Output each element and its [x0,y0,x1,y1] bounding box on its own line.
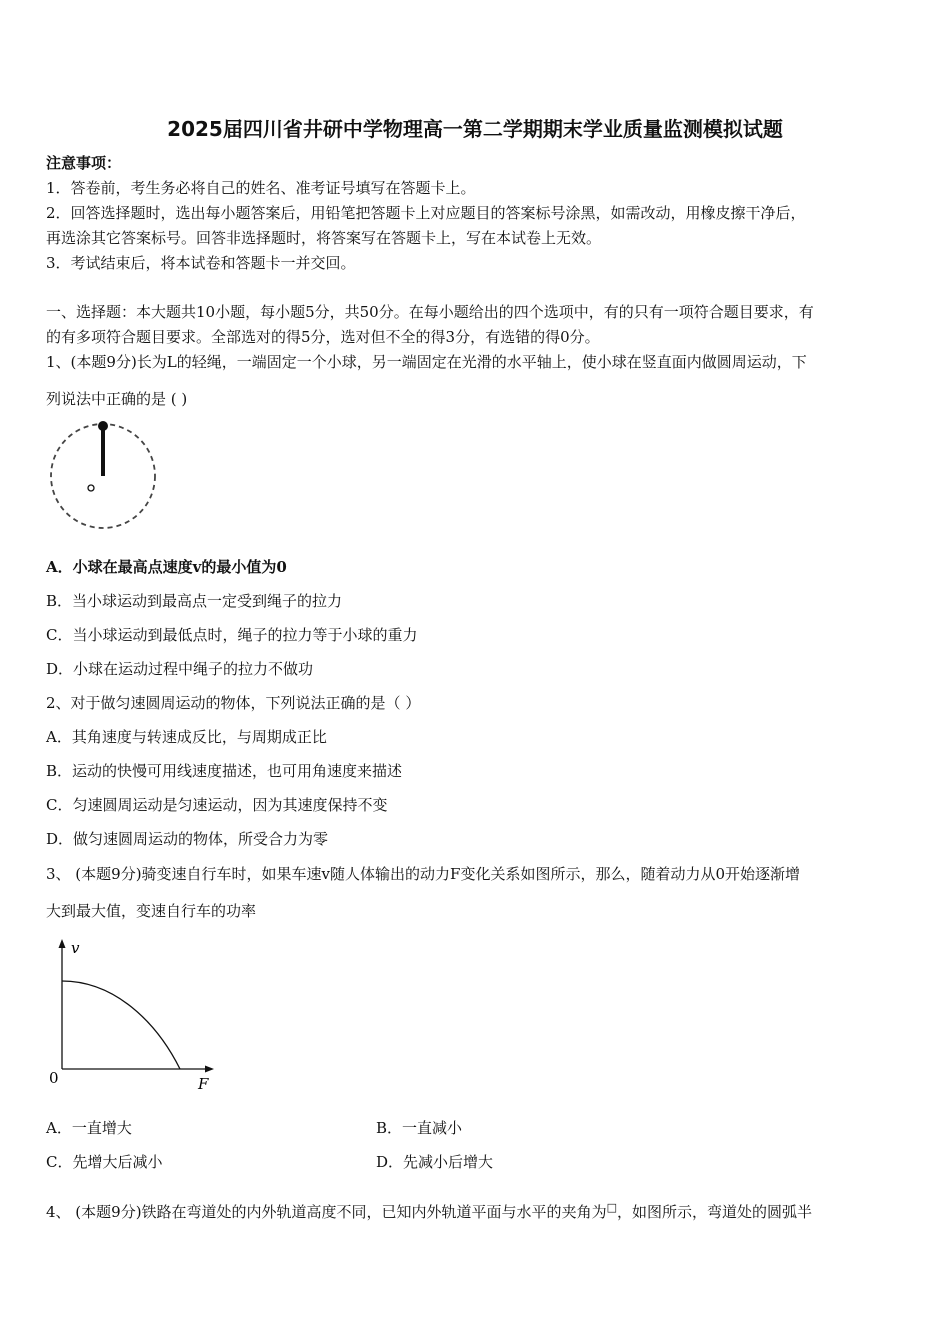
question-2-option-c: C．匀速圆周运动是匀速运动，因为其速度保持不变 [46,796,388,814]
question-4-text: 4、 (本题9分)铁路在弯道处的内外轨道高度不同，已知内外轨道平面与水平的夹角为 [46,1203,607,1221]
question-1-option-b: B．当小球运动到最高点一定受到绳子的拉力 [46,592,343,610]
notice-item: 1．答卷前，考生务必将自己的姓名、准考证号填写在答题卡上。 [46,179,476,197]
x-axis-label: F [198,1075,209,1093]
question-3-option-a: A．一直增大 [46,1119,132,1137]
axis-point [88,485,94,491]
question-2-option-d: D．做匀速圆周运动的物体，所受合力为零 [46,830,329,848]
notice-heading: 注意事项： [46,154,122,172]
question-1-option-d: D．小球在运动过程中绳子的拉力不做功 [46,660,314,678]
page-title: 2025届四川省井研中学物理高一第二学期期末学业质量监测模拟试题 [167,117,783,141]
question-3-stem: 3、 (本题9分)骑变速自行车时，如果车速v随人体输出的动力F变化关系如图所示，那么，随着动力从0开始逐渐增 [46,865,800,883]
question-3-option-b: B．一直减小 [376,1119,463,1137]
x-axis-arrow [205,1066,214,1073]
question-4-stem [46,1198,812,1222]
section-instructions: 一、选择题：本大题共10小题，每小题5分，共50分。在每小题给出的四个选项中，有的只有一项符合题目要求，有 [46,303,814,321]
notice-item: 2．回答选择题时，选出每小题答案后，用铅笔把答题卡上对应题目的答案标号涂黑，如需改动，用橡皮擦干净后， [46,204,806,222]
section-instructions-cont: 的有多项符合题目要求。全部选对的得5分，选对但不全的得3分，有选错的得0分。 [46,328,600,346]
notice-item: 3．考试结束后，将本试卷和答题卡一并交回。 [46,254,356,272]
question-3-option-d: D．先减小后增大 [376,1153,494,1171]
question-1-option-a: A．小球在最高点速度v的最小值为0 [46,558,287,576]
y-axis-arrow [59,939,66,948]
circular-motion-diagram [48,418,160,534]
question-2-stem: 2、对于做匀速圆周运动的物体，下列说法正确的是（ ） [46,694,421,712]
question-3-option-c: C．先增大后减小 [46,1153,163,1171]
v-f-curve [62,981,180,1069]
origin-label: 0 [49,1069,59,1087]
question-3-stem-cont: 大到最大值，变速自行车的功率 [46,902,257,920]
notice-item: 再选涂其它答案标号。回答非选择题时，将答案写在答题卡上，写在本试卷上无效。 [46,229,602,247]
y-axis-label: v [71,939,80,957]
question-2-option-a: A．其角速度与转速成反比，与周期成正比 [46,728,327,746]
angle-symbol: □ [606,1201,617,1214]
question-1-option-c: C．当小球运动到最低点时，绳子的拉力等于小球的重力 [46,626,418,644]
question-1-stem: 1、(本题9分)长为L的轻绳，一端固定一个小球，另一端固定在光滑的水平轴上，使小球在竖直面内做圆周运动，下 [46,353,807,371]
question-4-text-tail: ，如图所示，弯道处的圆弧半 [616,1203,812,1221]
velocity-force-graph [44,937,224,1095]
question-1-stem-cont: 列说法中正确的是 ( ) [46,390,188,408]
question-2-option-b: B．运动的快慢可用线速度描述，也可用角速度来描述 [46,762,403,780]
ball [98,421,108,431]
